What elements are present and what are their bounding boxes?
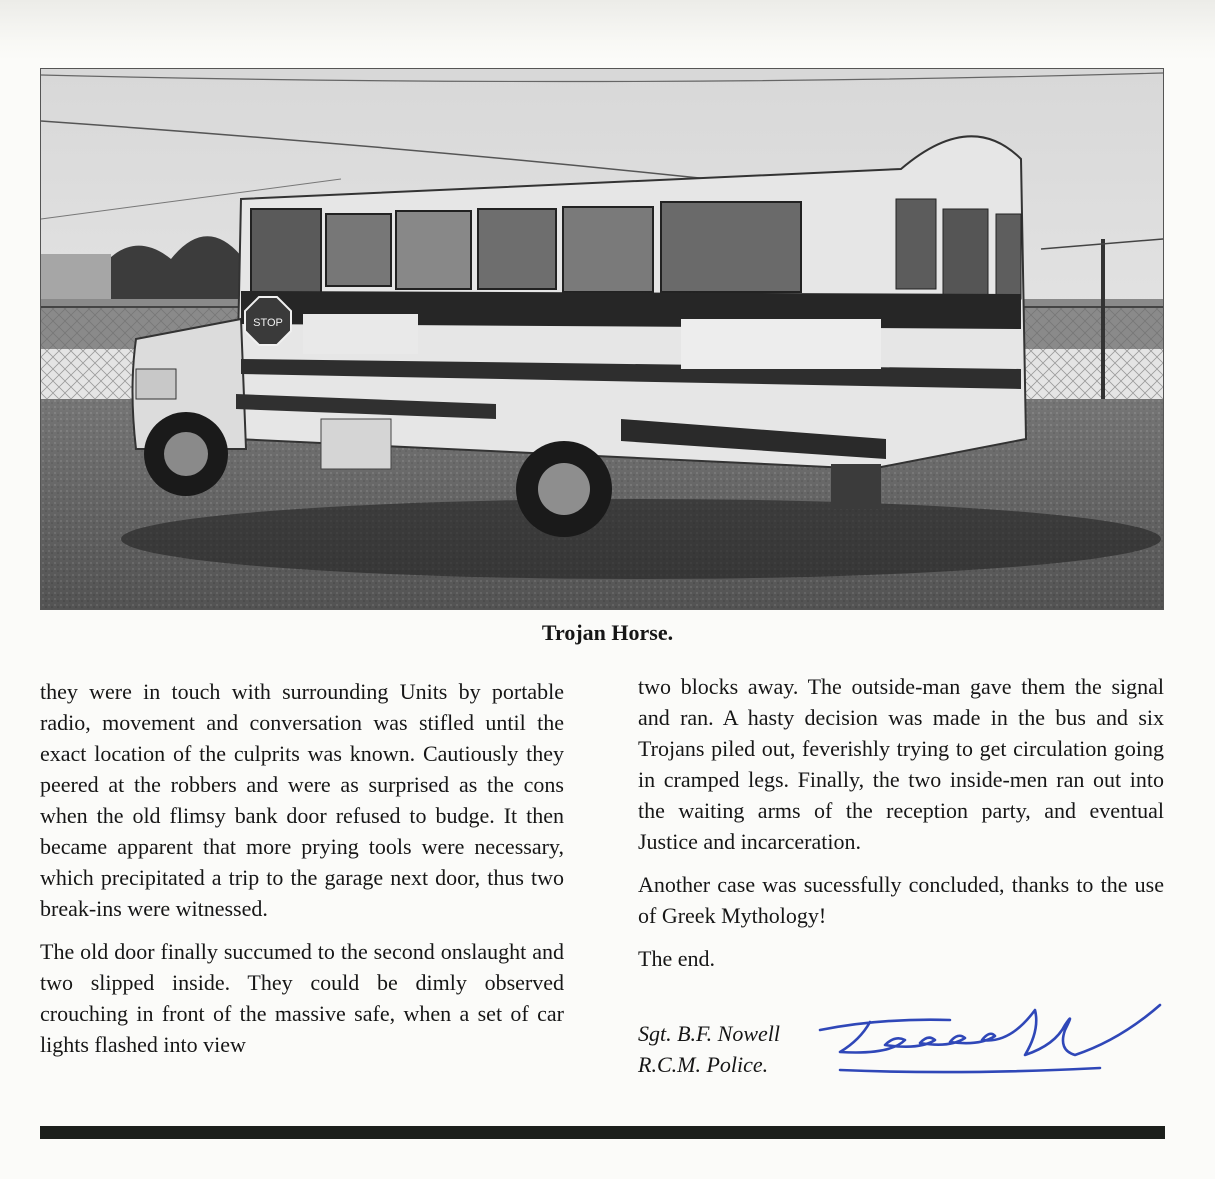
paragraph: they were in touch with surrounding Units by portable radio, movement and conversation was stifled until the exact location of the culprits was known. Cautiously they peered at the robbers and were as surprised as the cons when the old flimsy bank door refused to budge. It then became apparent that more prying tools were necessary, which precipitated a trip to the garage next door, thus two break-ins were witnessed. xyxy=(40,679,564,921)
paragraph: Another case was sucessfully concluded, thanks to the use of Greek Mythology! xyxy=(638,872,1164,928)
signature-org: R.C.M. Police. xyxy=(638,1052,769,1077)
article-left-column xyxy=(40,676,564,1072)
paragraph: The end. xyxy=(638,946,715,971)
footer-rule xyxy=(40,1126,1165,1139)
previous-page-bleed xyxy=(0,0,1215,60)
paragraph: The old door finally succumed to the second onslaught and two slipped inside. They could be dimly observed crouching in front of the massive safe, when a set of car lights flashed into view xyxy=(40,939,564,1057)
paragraph: two blocks away. The outside-man gave them the signal and ran. A hasty decision was made in the bus and six Trojans piled out, feverishly trying to get circulation going in cramped legs. Finally, the two inside-men ran out into the waiting arms of the reception party, and eventual Justice and incarceration. xyxy=(638,674,1164,854)
figure-caption: Trojan Horse. xyxy=(541,620,674,645)
stop-sign-text: STOP xyxy=(253,317,283,329)
school-bus-photo xyxy=(40,68,1164,610)
article-right-column xyxy=(638,671,1164,986)
handwritten-signature-icon xyxy=(800,1000,1170,1080)
signature-block xyxy=(638,1018,780,1080)
signature-name: Sgt. B.F. Nowell xyxy=(638,1021,780,1046)
